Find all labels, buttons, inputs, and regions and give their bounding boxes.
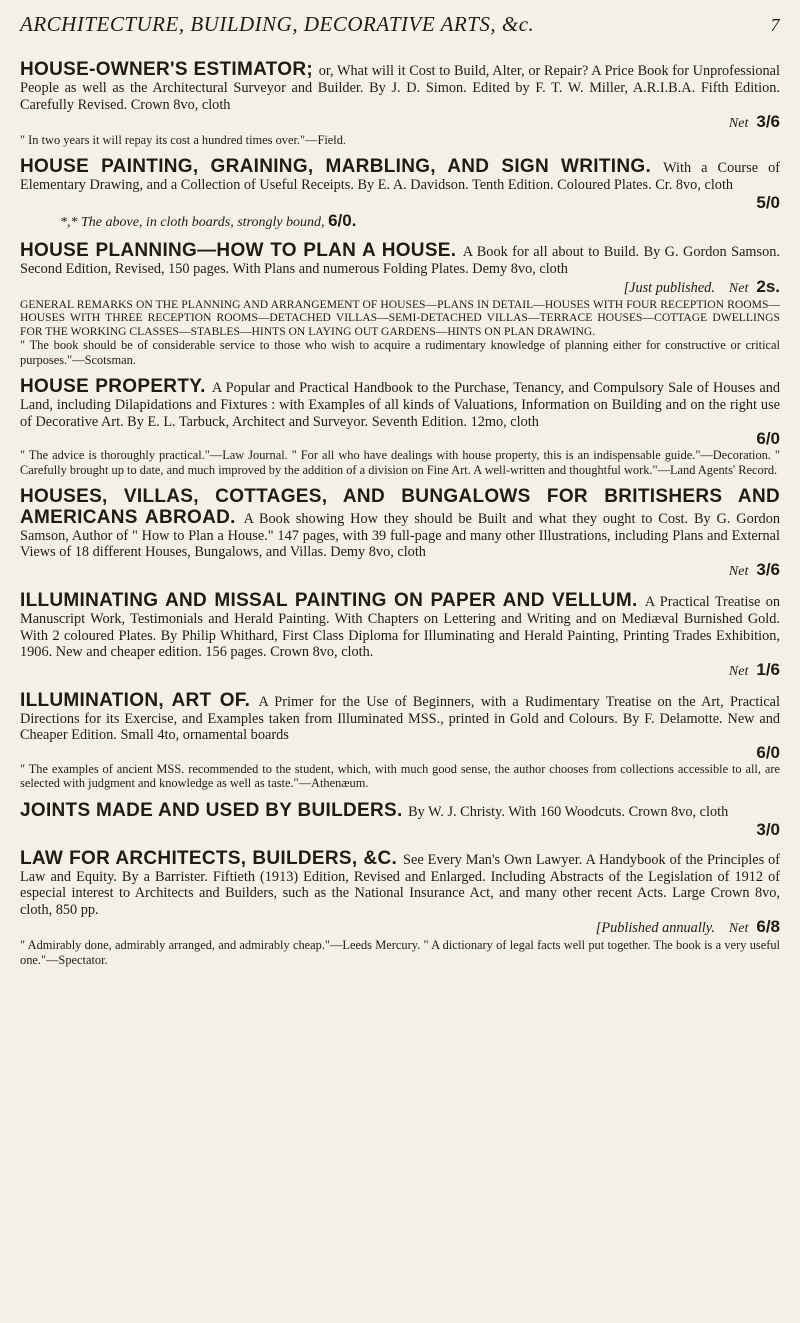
catalogue-entry <box>20 800 780 839</box>
entry-description: or, What will it Cost to Build, Alter, or Repair? A Price Book for Unprofessional People as well as the Architectural Surveyor and Builder. By J. D. Simon. Edited by F. T. W. Miller, A.R.I.B.A. Fifth Edition. Carefully Revised. Crown 8vo, cloth <box>20 63 781 113</box>
price-line <box>20 278 780 298</box>
entry-price: 3/0 <box>756 819 780 839</box>
entry-title: HOUSES, VILLAS, COTTAGES, AND BUNGALOWS FOR BRITISHERS AND AMERICANS ABROAD. <box>20 485 780 528</box>
running-title: ARCHITECTURE, BUILDING, DECORATIVE ARTS, &c. <box>20 12 535 36</box>
page-number: 7 <box>770 15 780 35</box>
entry-description: A Popular and Practical Handbook to the Purchase, Tenancy, and Compulsory Sale of Houses and Land, including Dilapidations and Fixtures : with Examples of all kinds of Valuations, Information on Building and on the right use of Decorative Art. By E. L. Tarbuck, Architect and Surveyor. Seventh Edition. 12mo, cloth <box>20 380 780 430</box>
binding-note-text: *,* The above, in cloth boards, strongly bound, <box>60 215 325 231</box>
net-label: Net <box>728 116 749 132</box>
net-label: Net <box>728 280 749 296</box>
entry-title: HOUSE PROPERTY. <box>20 376 212 398</box>
entry-price: 6/8 <box>756 917 780 937</box>
entry-price: 6/0 <box>756 429 780 449</box>
catalogue-entry <box>20 848 780 967</box>
catalogue-entry <box>20 690 780 791</box>
entry-description: See Every Man's Own Lawyer. A Handybook of the Principles of Law and Equity. By a Barrister. Fiftieth (1913) Edition, Revised and Enlarged. Including Abstracts of the Legislation of 1912 of especial interest to Architects and Builders, such as the National Insurance Act, and many other recent Acts. Large Crown 8vo, cloth, 850 pp. <box>20 851 781 918</box>
price-line <box>20 113 780 133</box>
entry-description: A Practical Treatise on Manuscript Work, Testimonials and Herald Painting. With Chapters on Lettering and Writing and on Mediæval Burnished Gold. With 2 coloured Plates. By Philip Whithard, First Class Diploma for Illuminating and Herald Painting, Printing Trades Exhibition, 1906. New and cheaper edition. 156 pages. Crown 8vo, cloth. <box>20 594 780 661</box>
price-line <box>20 918 780 938</box>
catalogue-page <box>20 0 780 1308</box>
net-label: Net <box>728 663 749 679</box>
entry-price: 1/6 <box>756 659 780 679</box>
entry-description: A Primer for the Use of Beginners, with a Rudimentary Treatise on the Art, Practical Directions for its Exercise, and Examples taken from Illuminated MSS., printed in Gold and Colours. By F. Delamotte. New and Cheaper Edition. Small 4to, ornamental boards <box>20 693 780 744</box>
publication-note: [Just published. <box>623 279 715 296</box>
entry-price: 5/0 <box>756 193 780 213</box>
running-header <box>20 12 780 37</box>
catalogue-entry <box>20 590 780 681</box>
entry-title: LAW FOR ARCHITECTS, BUILDERS, &C. <box>20 847 404 869</box>
press-quote: " The examples of ancient MSS. recommended to the student, which, with much good sense, the author chooses from collections accessible to all, are selected with judgment and knowledge as well as taste."—Athenæum. <box>20 761 780 791</box>
price-line <box>20 661 780 681</box>
entry-title: HOUSE PAINTING, GRAINING, MARBLING, AND SIGN WRITING. <box>20 156 664 178</box>
catalogue-entry <box>20 59 780 147</box>
press-quote: " Admirably done, admirably arranged, and admirably cheap."—Leeds Mercury. " A dictionary of legal facts well put together. The book is a very useful one."—Spectator. <box>20 938 780 967</box>
entry-title: JOINTS MADE AND USED BY BUILDERS. <box>20 799 409 821</box>
net-label: Net <box>728 921 749 937</box>
entry-price: 3/6 <box>756 560 780 580</box>
binding-note <box>20 212 780 231</box>
entry-title: ILLUMINATION, ART OF. <box>20 689 259 711</box>
entry-price: 2s. <box>756 276 780 296</box>
press-quote: " In two years it will repay its cost a hundred times over."—Field. <box>20 133 347 148</box>
publication-note: [Published annually. <box>595 920 715 937</box>
net-label: Net <box>728 564 749 580</box>
price-line <box>20 561 780 581</box>
catalogue-entry <box>20 376 780 477</box>
catalogue-entry <box>20 156 780 231</box>
press-quote: " The book should be of considerable service to those who wish to acquire a rudimentary knowledge of planning either for constructive or critical purposes."—Scotsman. <box>20 338 780 367</box>
price-line <box>20 430 780 448</box>
binding-note-price: 6/0. <box>328 211 357 231</box>
entry-description: With a Course of Elementary Drawing, and a Collection of Useful Receipts. By E. A. Davidson. Tenth Edition. Coloured Plates. Cr. 8vo, cloth <box>20 160 780 194</box>
entry-price: 6/0 <box>756 742 780 762</box>
entry-description: A Book for all about to Build. By G. Gordon Samson. Second Edition, Revised, 150 pages. With Plans and numerous Folding Plates. Demy 8vo, cloth <box>20 244 780 278</box>
entry-title: ILLUMINATING AND MISSAL PAINTING ON PAPER AND VELLUM. <box>20 590 645 612</box>
price-line <box>20 744 780 762</box>
entry-price: 3/6 <box>756 112 780 132</box>
entry-title: HOUSE-OWNER'S ESTIMATOR; <box>20 59 319 80</box>
entry-description: By W. J. Christy. With 160 Woodcuts. Crown 8vo, cloth <box>408 803 729 820</box>
catalogue-entry <box>20 240 780 367</box>
entry-title: HOUSE PLANNING—HOW TO PLAN A HOUSE. <box>20 240 463 262</box>
catalogue-entry <box>20 486 780 581</box>
price-line <box>20 194 780 212</box>
entry-description: A Book showing How they should be Built and what they ought to Cost. By G. Gordon Samson, Author of " How to Plan a House." 147 pages, with 39 full-page and many other Illustrations, including Plans and External Views of 18 different Houses, Bungalows, and Villas. Demy 8vo, cloth <box>20 510 780 561</box>
press-quote: " The advice is thoroughly practical."—Law Journal. " For all who have dealings with house property, this is an indispensable guide."—Decoration. " Carefully brought up to date, and much improved by the addition of a division on Fine Art. A well-written and thoughtful work."—Land Agents' Record. <box>20 448 780 477</box>
contents-list: GENERAL REMARKS ON THE PLANNING AND ARRANGEMENT OF HOUSES—PLANS IN DETAIL—HOUSES WITH FOUR RECEPTION ROOMS—HOUSES WITH THREE RECEPTION ROOMS—DETACHED VILLAS—SEMI-DETACHED VILLAS—TERRACE HOUSES—COTTAGE DWELLINGS FOR THE WORKING CLASSES—STABLES—HINTS ON LAYING OUT GARDENS—HINTS ON PLAN DRAWING. <box>20 297 780 338</box>
price-line <box>20 821 780 839</box>
